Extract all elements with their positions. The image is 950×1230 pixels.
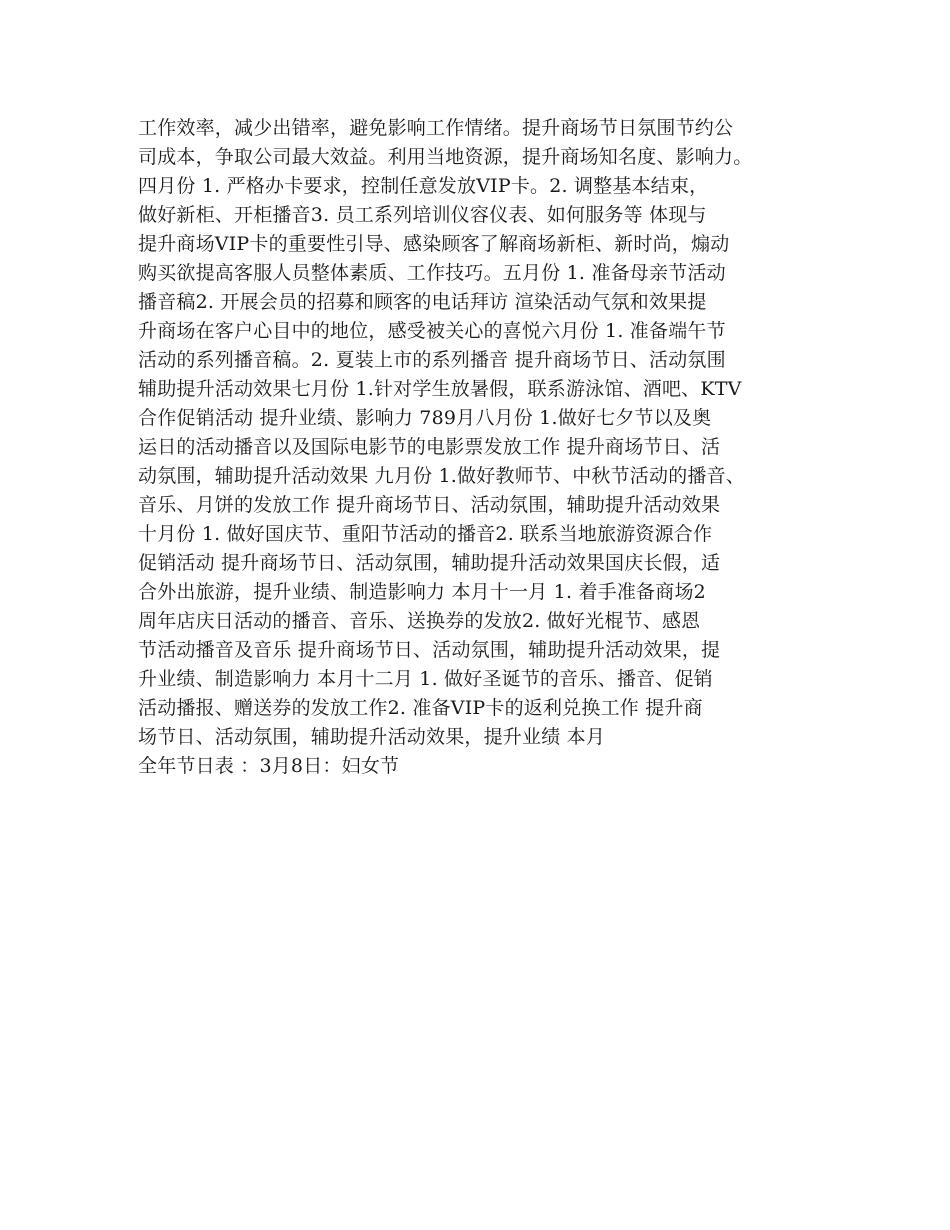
text-line: 播音稿2. 开展会员的招募和顾客的电话拜访 渲染活动气氛和效果提 — [138, 291, 707, 313]
text-line: 四月份 1. 严格办卡要求，控制任意发放VIP卡。2. 调整基本结束， — [138, 175, 709, 197]
body-text — [138, 114, 838, 781]
text-line: 运日的活动播音以及国际电影节的电影票发放工作 提升商场节日、活 — [138, 436, 721, 458]
text-line: 做好新柜、开柜播音3. 员工系列培训仪容仪表、如何服务等 体现与 — [138, 204, 707, 226]
text-line: 活动的系列播音稿。2. 夏装上市的系列播音 提升商场节日、活动氛围 — [138, 349, 726, 371]
text-line: 周年店庆日活动的播音、音乐、送换券的发放2. 做好光棍节、感恩 — [138, 610, 701, 632]
text-line: 工作效率，减少出错率，避免影响工作情绪。提升商场节日氛围节约公 — [138, 117, 734, 139]
text-line: 司成本，争取公司最大效益。利用当地资源，提升商场知名度、影响力。 — [138, 146, 753, 168]
text-line: 场节日、活动氛围，辅助提升活动效果，提升业绩 本月 — [138, 726, 606, 748]
text-line: 合作促销活动 提升业绩、影响力 789月八月份 1.做好七夕节以及奥 — [138, 407, 712, 429]
text-line: 音乐、月饼的发放工作 提升商场节日、活动氛围，辅助提升活动效果 — [138, 494, 721, 516]
text-line: 十月份 1. 做好国庆节、重阳节活动的播音2. 联系当地旅游资源合作 — [138, 523, 713, 545]
text-line: 节活动播音及音乐 提升商场节日、活动氛围，辅助提升活动效果，提 — [138, 639, 721, 661]
text-line: 全年节日表 ：3月8日：妇女节 — [138, 755, 400, 777]
text-line: 动氛围，辅助提升活动效果 九月份 1.做好教师节、中秋节活动的播音、 — [138, 465, 746, 487]
text-line: 合外出旅游，提升业绩、制造影响力 本月十一月 1. 着手准备商场2 — [138, 581, 706, 603]
text-line: 提升商场VIP卡的重要性引导、感染顾客了解商场新柜、新时尚，煽动 — [138, 233, 730, 255]
text-line: 活动播报、赠送券的发放工作2. 准备VIP卡的返利兑换工作 提升商 — [138, 697, 703, 719]
text-line: 升商场在客户心目中的地位，感受被关心的喜悦六月份 1. 准备端午节 — [138, 320, 726, 342]
text-line: 购买欲提高客服人员整体素质、工作技巧。五月份 1. 准备母亲节活动 — [138, 262, 726, 284]
text-line: 促销活动 提升商场节日、活动氛围，辅助提升活动效果国庆长假，适 — [138, 552, 721, 574]
text-line: 升业绩、制造影响力 本月十二月 1. 做好圣诞节的音乐、播音、促销 — [138, 668, 713, 690]
text-line: 辅助提升活动效果七月份 1.针对学生放暑假，联系游泳馆、酒吧、KTV — [138, 378, 742, 400]
